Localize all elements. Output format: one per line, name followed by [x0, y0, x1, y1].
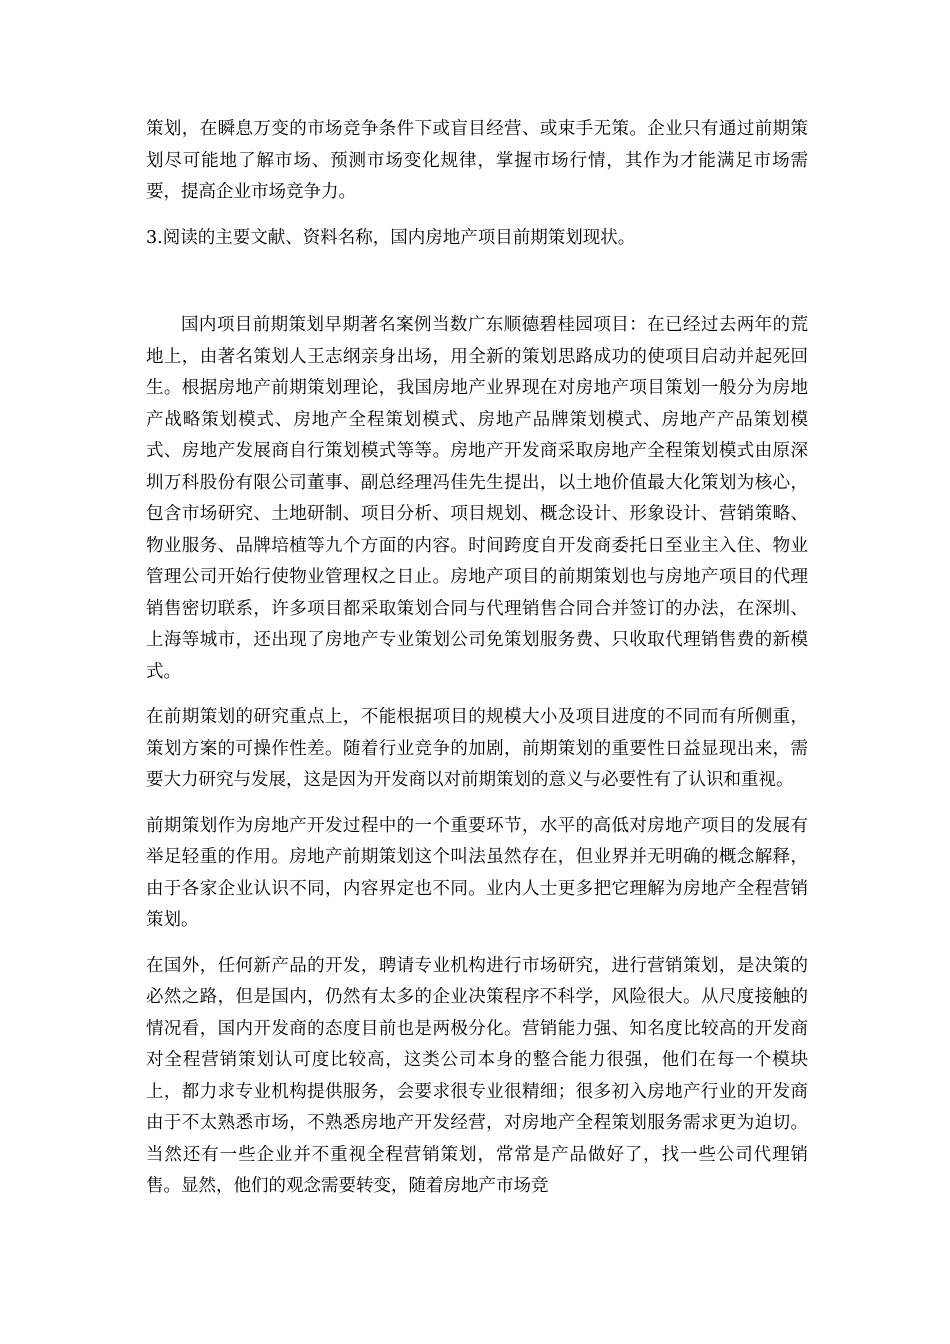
section-heading: 3.阅读的主要文献、资料名称，国内房地产项目前期策划现状。: [146, 227, 636, 248]
paragraph-continuation: 策划，在瞬息万变的市场竞争条件下或盲目经营、或束手无策。企业只有通过前期策划尽可能地了解市场、预测市场变化规律，掌握市场行情，其作为才能满足市场需要，提高企业市场竞争力。: [146, 119, 808, 202]
paragraph-definition: 前期策划作为房地产开发过程中的一个重要环节，水平的高低对房地产项目的发展有举足轻重的作用。房地产前期策划这个叫法虽然存在，但业界并无明确的概念解释，由于各家企业认识不同，内容界定也不同。业内人士更多把它理解为房地产全程营销策划。: [146, 815, 808, 930]
document-body: [146, 114, 808, 1203]
paragraph-research-focus: 在前期策划的研究重点上，不能根据项目的规模大小及项目进度的不同而有所侧重，策划方案的可操作性差。随着行业竞争的加剧，前期策划的重要性日益显现出来，需要大力研究与发展，这是因为开发商以对前期策划的意义与必要性有了认识和重视。: [146, 707, 808, 790]
paragraph-case-study: 国内项目前期策划早期著名案例当数广东顺德碧桂园项目：在已经过去两年的荒地上，由著名策划人王志纲亲身出场，用全新的策划思路成功的使项目启动并起死回生。根据房地产前期策划理论，我国房地产业界现在对房地产项目策划一般分为房地产战略策划模式、房地产全程策划模式、房地产品牌策划模式、房地产产品策划模式、房地产发展商自行策划模式等等。房地产开发商采取房地产全程策划模式由原深圳万科股份有限公司董事、副总经理冯佳先生提出，以土地价值最大化策划为核心，包含市场研究、土地研制、项目分析、项目规划、概念设计、形象设计、营销策略、物业服务、品牌培植等九个方面的内容。时间跨度自开发商委托日至业主入住、物业管理公司开始行使物业管理权之日止。房地产项目的前期策划也与房地产项目的代理销售密切联系，许多项目都采取策划合同与代理销售合同合并签订的办法，在深圳、上海等城市，还出现了房地产专业策划公司免策划服务费、只收取代理销售费的新模式。: [146, 315, 808, 682]
paragraph-comparison: 在国外，任何新产品的开发，聘请专业机构进行市场研究，进行营销策划，是决策的必然之路，但是国内，仍然有太多的企业决策程序不科学，风险很大。从尺度接触的情况看，国内开发商的态度目前也是两极分化。营销能力强、知名度比较高的开发商对全程营销策划认可度比较高，这类公司本身的整合能力很强，他们在每一个模块上，都力求专业机构提供服务，会要求很专业很精细；很多初入房地产行业的开发商由于不太熟悉市场，不熟悉房地产开发经营，对房地产全程策划服务需求更为迫切。当然还有一些企业并不重视全程营销策划，常常是产品做好了，找一些公司代理销售。显然，他们的观念需要转变，随着房地产市场竞: [146, 955, 808, 1196]
